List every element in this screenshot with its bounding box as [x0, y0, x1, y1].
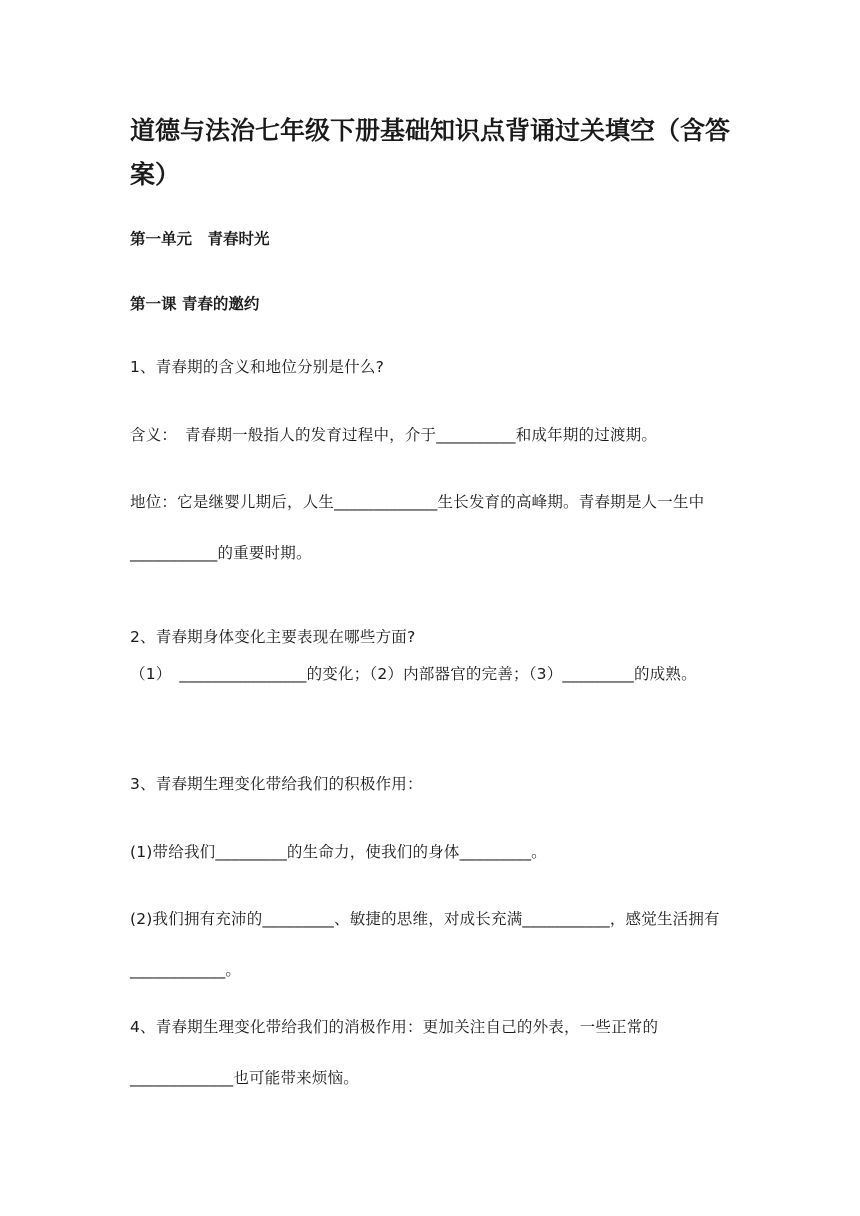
- unit-heading: 第一单元 青春时光: [130, 230, 270, 248]
- positive-effect-2: (2)我们拥有充沛的_________、敏捷的思维，对成长充满___________，感觉生活拥有____________。: [130, 910, 720, 979]
- question-3: 3、青春期生理变化带给我们的积极作用：: [130, 775, 423, 793]
- lesson-heading: 第一课 青春的邀约: [130, 295, 260, 313]
- answer-definition: 含义： 青春期一般指人的发育过程中，介于__________和成年期的过渡期。: [130, 426, 658, 444]
- question-1: 1、青春期的含义和地位分别是什么?: [130, 358, 384, 376]
- answer-status: 地位：它是继婴儿期后，人生_____________生长发育的高峰期。青春期是人一生中___________的重要时期。: [130, 493, 705, 562]
- answer-body-changes: （1） ________________的变化；（2）内部器官的完善；（3）_________的成熟。: [130, 665, 697, 683]
- question-4: 4、青春期生理变化带给我们的消极作用：更加关注自己的外表，一些正常的_____________也可能带来烦恼。: [130, 1018, 659, 1087]
- positive-effect-1: (1)带给我们_________的生命力，使我们的身体_________。: [130, 843, 547, 861]
- document-title: 道德与法治七年级下册基础知识点背诵过关填空（含答案）: [130, 116, 731, 189]
- question-2: 2、青春期身体变化主要表现在哪些方面?: [130, 628, 416, 646]
